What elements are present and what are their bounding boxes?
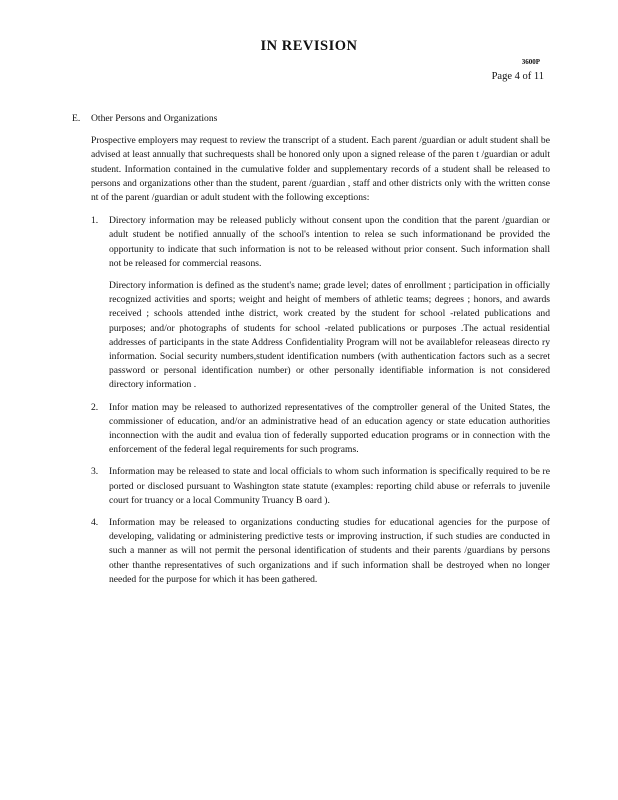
list-item-body (109, 465, 550, 508)
list-item (91, 516, 550, 587)
list-item-paragraph: Directory information is defined as the student's name; grade level; dates of enrollment ; participation in officially recognized activities and sports; weight and height of members of athletic teams; degrees ; honors, and awards received ; schools attended inthe district, work created by the student for school -related publications and purposes; and/or photographs of students for school -related publications or purposes .The actual residential addresses of participants in the state Address Confidentiality Program will not be availablefor releaseas directo ry information. Social security numbers,student identification numbers (with authentication factors such as a secret password or personal identification number) or other personally identifiable information is not considered directory information . (109, 280, 550, 391)
list-item (91, 401, 550, 458)
page-number: Page 4 of 11 (491, 71, 544, 82)
section-e (72, 112, 550, 595)
list-item-number: 2. (91, 401, 99, 413)
section-heading (72, 112, 550, 126)
list-item-paragraph: Information may be released to state and local officials to whom such information is specifically required to be re ported or disclosed pursuant to Washington state statute (examples: reporting child abuse or referrals to juvenile court for truancy or a local Community Truancy B oard ). (109, 466, 550, 506)
list-item-body (109, 516, 550, 587)
list-item (91, 465, 550, 508)
list-item-number: 4. (91, 517, 99, 529)
list-item-number: 1. (91, 215, 99, 227)
list-item-paragraph: Infor mation may be released to authorized representatives of the comptroller general of the United States, the commissioner of education, and/or an administrative head of an education agency or state education authorities inconnection with the audit and evalua tion of federally supported education programs or in connection with the enforcement of the federal legal requirements for such programs. (109, 401, 550, 456)
list-item-body (109, 401, 550, 458)
list-item (91, 214, 550, 392)
section-heading-text: Other Persons and Organizations (91, 113, 218, 124)
section-letter: E. (72, 113, 81, 124)
section-intro-paragraph: Prospective employers may request to review the transcript of a student. Each parent /guardian or adult student shall be advised at least annually that suchrequests shall be honored only upon a signed release of the paren t /guardian or adult student. Information contained in the cumulative folder and supplementary records of a student shall be released to persons and organizations other than the student, parent /guardian , staff and other districts only with the written conse nt of the parent /guardian or adult student with the following exceptions: (91, 135, 550, 204)
list-item-body (109, 214, 550, 392)
exceptions-list (91, 214, 550, 587)
document-title: IN REVISION (260, 38, 358, 54)
list-item-number: 3. (91, 466, 99, 478)
policy-code: 3600P (521, 58, 540, 66)
list-item-paragraph: Directory information may be released publicly without consent upon the condition that the parent /guardian or adult student be notified annually of the school's intention to relea se such informationand be provided the opportunity to indicate that such information is not to be released without prior consent. Such information shall not be released for commercial reasons. (109, 215, 550, 269)
list-item-paragraph: Information may be released to organizations conducting studies for educational agencies for the purpose of developing, validating or administering predictive tests or improving instruction, if such studies are conducted in such a manner as will not permit the personal identification of students and their parents /guardians by persons other thanthe representatives of such organizations and if such information shall be destroyed when no longer needed for the purpose for which it has been gathered. (109, 517, 550, 585)
